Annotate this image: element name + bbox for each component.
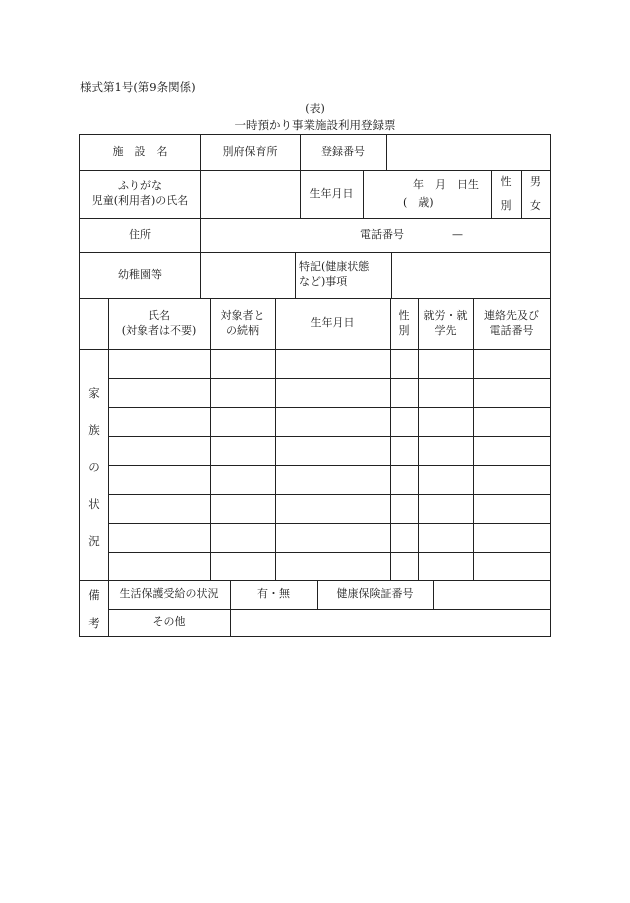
family-row-dob-cell[interactable]	[275, 465, 390, 494]
family-row-dob-cell[interactable]	[275, 494, 390, 523]
family-row-work-cell[interactable]	[418, 407, 473, 436]
family-row-work-cell[interactable]	[418, 465, 473, 494]
family-row-contact-cell[interactable]	[473, 349, 550, 378]
family-row-contact-cell[interactable]	[473, 552, 550, 581]
address-label: 住所	[129, 227, 151, 241]
family-row-work-cell[interactable]	[418, 552, 473, 581]
remarks-section-char: 備	[88, 588, 100, 602]
form-number: 様式第1号(第9条関係)	[80, 80, 196, 94]
special-notes-field[interactable]	[391, 252, 550, 298]
family-row-contact-cell[interactable]	[473, 407, 550, 436]
family-section-char: 家	[88, 386, 100, 400]
welfare-status-field[interactable]: 有・無	[257, 587, 290, 601]
registration-number-label: 登録番号	[321, 145, 365, 159]
sex-label-top: 性	[500, 174, 512, 188]
col-divider	[295, 252, 296, 298]
child-name-field[interactable]	[200, 170, 300, 218]
address-field[interactable]	[200, 218, 550, 252]
family-col-dob: 生年月日	[310, 316, 355, 330]
family-row-dob-cell[interactable]	[275, 436, 390, 465]
family-row-name-cell[interactable]	[108, 465, 210, 494]
facility-name-value[interactable]: 別府保育所	[222, 145, 278, 159]
family-col-name: 氏名 (対象者は不要)	[121, 308, 197, 337]
kindergarten-field[interactable]	[200, 252, 295, 298]
family-col-sex: 性 別	[398, 308, 410, 337]
facility-name-label: 施 設 名	[112, 145, 168, 159]
family-row-sex-cell[interactable]	[390, 407, 418, 436]
family-col-work: 就労・就 学先	[423, 308, 468, 337]
kindergarten-label: 幼稚園等	[118, 267, 162, 281]
phone-label: 電話番号	[360, 227, 404, 241]
family-row-name-cell[interactable]	[108, 436, 210, 465]
family-col-contact: 連絡先及び 電話番号	[484, 308, 539, 337]
family-section-char: の	[88, 460, 100, 474]
family-row-relation-cell[interactable]	[210, 349, 275, 378]
age-format: ( 歳)	[403, 196, 434, 209]
family-row-work-cell[interactable]	[418, 378, 473, 407]
family-row-name-cell[interactable]	[108, 523, 210, 552]
special-notes-label: 特記(健康状態 など)事項	[299, 260, 370, 288]
family-row-relation-cell[interactable]	[210, 552, 275, 581]
family-section-char: 状	[88, 497, 100, 511]
child-dob-label: 生年月日	[309, 186, 354, 200]
family-row-contact-cell[interactable]	[473, 494, 550, 523]
family-row-sex-cell[interactable]	[390, 436, 418, 465]
sex-label-bottom: 別	[500, 198, 512, 212]
family-row-relation-cell[interactable]	[210, 407, 275, 436]
family-row-sex-cell[interactable]	[390, 465, 418, 494]
family-row-name-cell[interactable]	[108, 378, 210, 407]
sex-option-male[interactable]: 男	[530, 174, 541, 188]
family-row-name-cell[interactable]	[108, 552, 210, 581]
family-row-contact-cell[interactable]	[473, 523, 550, 552]
family-row-work-cell[interactable]	[418, 349, 473, 378]
family-row-contact-cell[interactable]	[473, 378, 550, 407]
dob-format: 年 月 日生	[413, 178, 479, 191]
family-row-relation-cell[interactable]	[210, 378, 275, 407]
family-row-relation-cell[interactable]	[210, 465, 275, 494]
family-row-dob-cell[interactable]	[275, 407, 390, 436]
insurance-number-label: 健康保険証番号	[336, 587, 414, 601]
child-name-label: ふりがな 児童(利用者)の氏名	[91, 179, 189, 207]
family-row-sex-cell[interactable]	[390, 494, 418, 523]
family-row-sex-cell[interactable]	[390, 552, 418, 581]
family-row-contact-cell[interactable]	[473, 465, 550, 494]
family-row-name-cell[interactable]	[108, 349, 210, 378]
family-section-char: 族	[88, 423, 100, 437]
family-row-dob-cell[interactable]	[275, 552, 390, 581]
family-row-relation-cell[interactable]	[210, 436, 275, 465]
family-col-relation: 対象者と の続柄	[220, 308, 265, 337]
family-row-sex-cell[interactable]	[390, 523, 418, 552]
registration-number-field[interactable]	[386, 135, 550, 170]
form-title: 一時預かり事業施設利用登録票	[234, 118, 396, 132]
family-row-dob-cell[interactable]	[275, 349, 390, 378]
sex-option-female[interactable]: 女	[530, 198, 541, 212]
family-row-name-cell[interactable]	[108, 407, 210, 436]
family-section-char: 況	[88, 534, 100, 548]
family-row-work-cell[interactable]	[418, 523, 473, 552]
family-row-sex-cell[interactable]	[390, 378, 418, 407]
insurance-number-field[interactable]	[433, 580, 550, 609]
family-row-relation-cell[interactable]	[210, 494, 275, 523]
family-row-name-cell[interactable]	[108, 494, 210, 523]
family-row-work-cell[interactable]	[418, 436, 473, 465]
remarks-section-char: 考	[88, 616, 100, 630]
page-side-label: (表)	[305, 102, 325, 115]
other-field[interactable]	[230, 609, 550, 636]
other-label: その他	[152, 615, 186, 629]
welfare-status-label: 生活保護受給の状況	[119, 587, 219, 601]
family-row-contact-cell[interactable]	[473, 436, 550, 465]
family-row-sex-cell[interactable]	[390, 349, 418, 378]
registration-form-table	[79, 134, 551, 637]
child-dob-field[interactable]	[363, 170, 491, 218]
family-row-dob-cell[interactable]	[275, 523, 390, 552]
family-row-work-cell[interactable]	[418, 494, 473, 523]
family-row-dob-cell[interactable]	[275, 378, 390, 407]
family-row-relation-cell[interactable]	[210, 523, 275, 552]
phone-separator: —	[452, 227, 463, 241]
